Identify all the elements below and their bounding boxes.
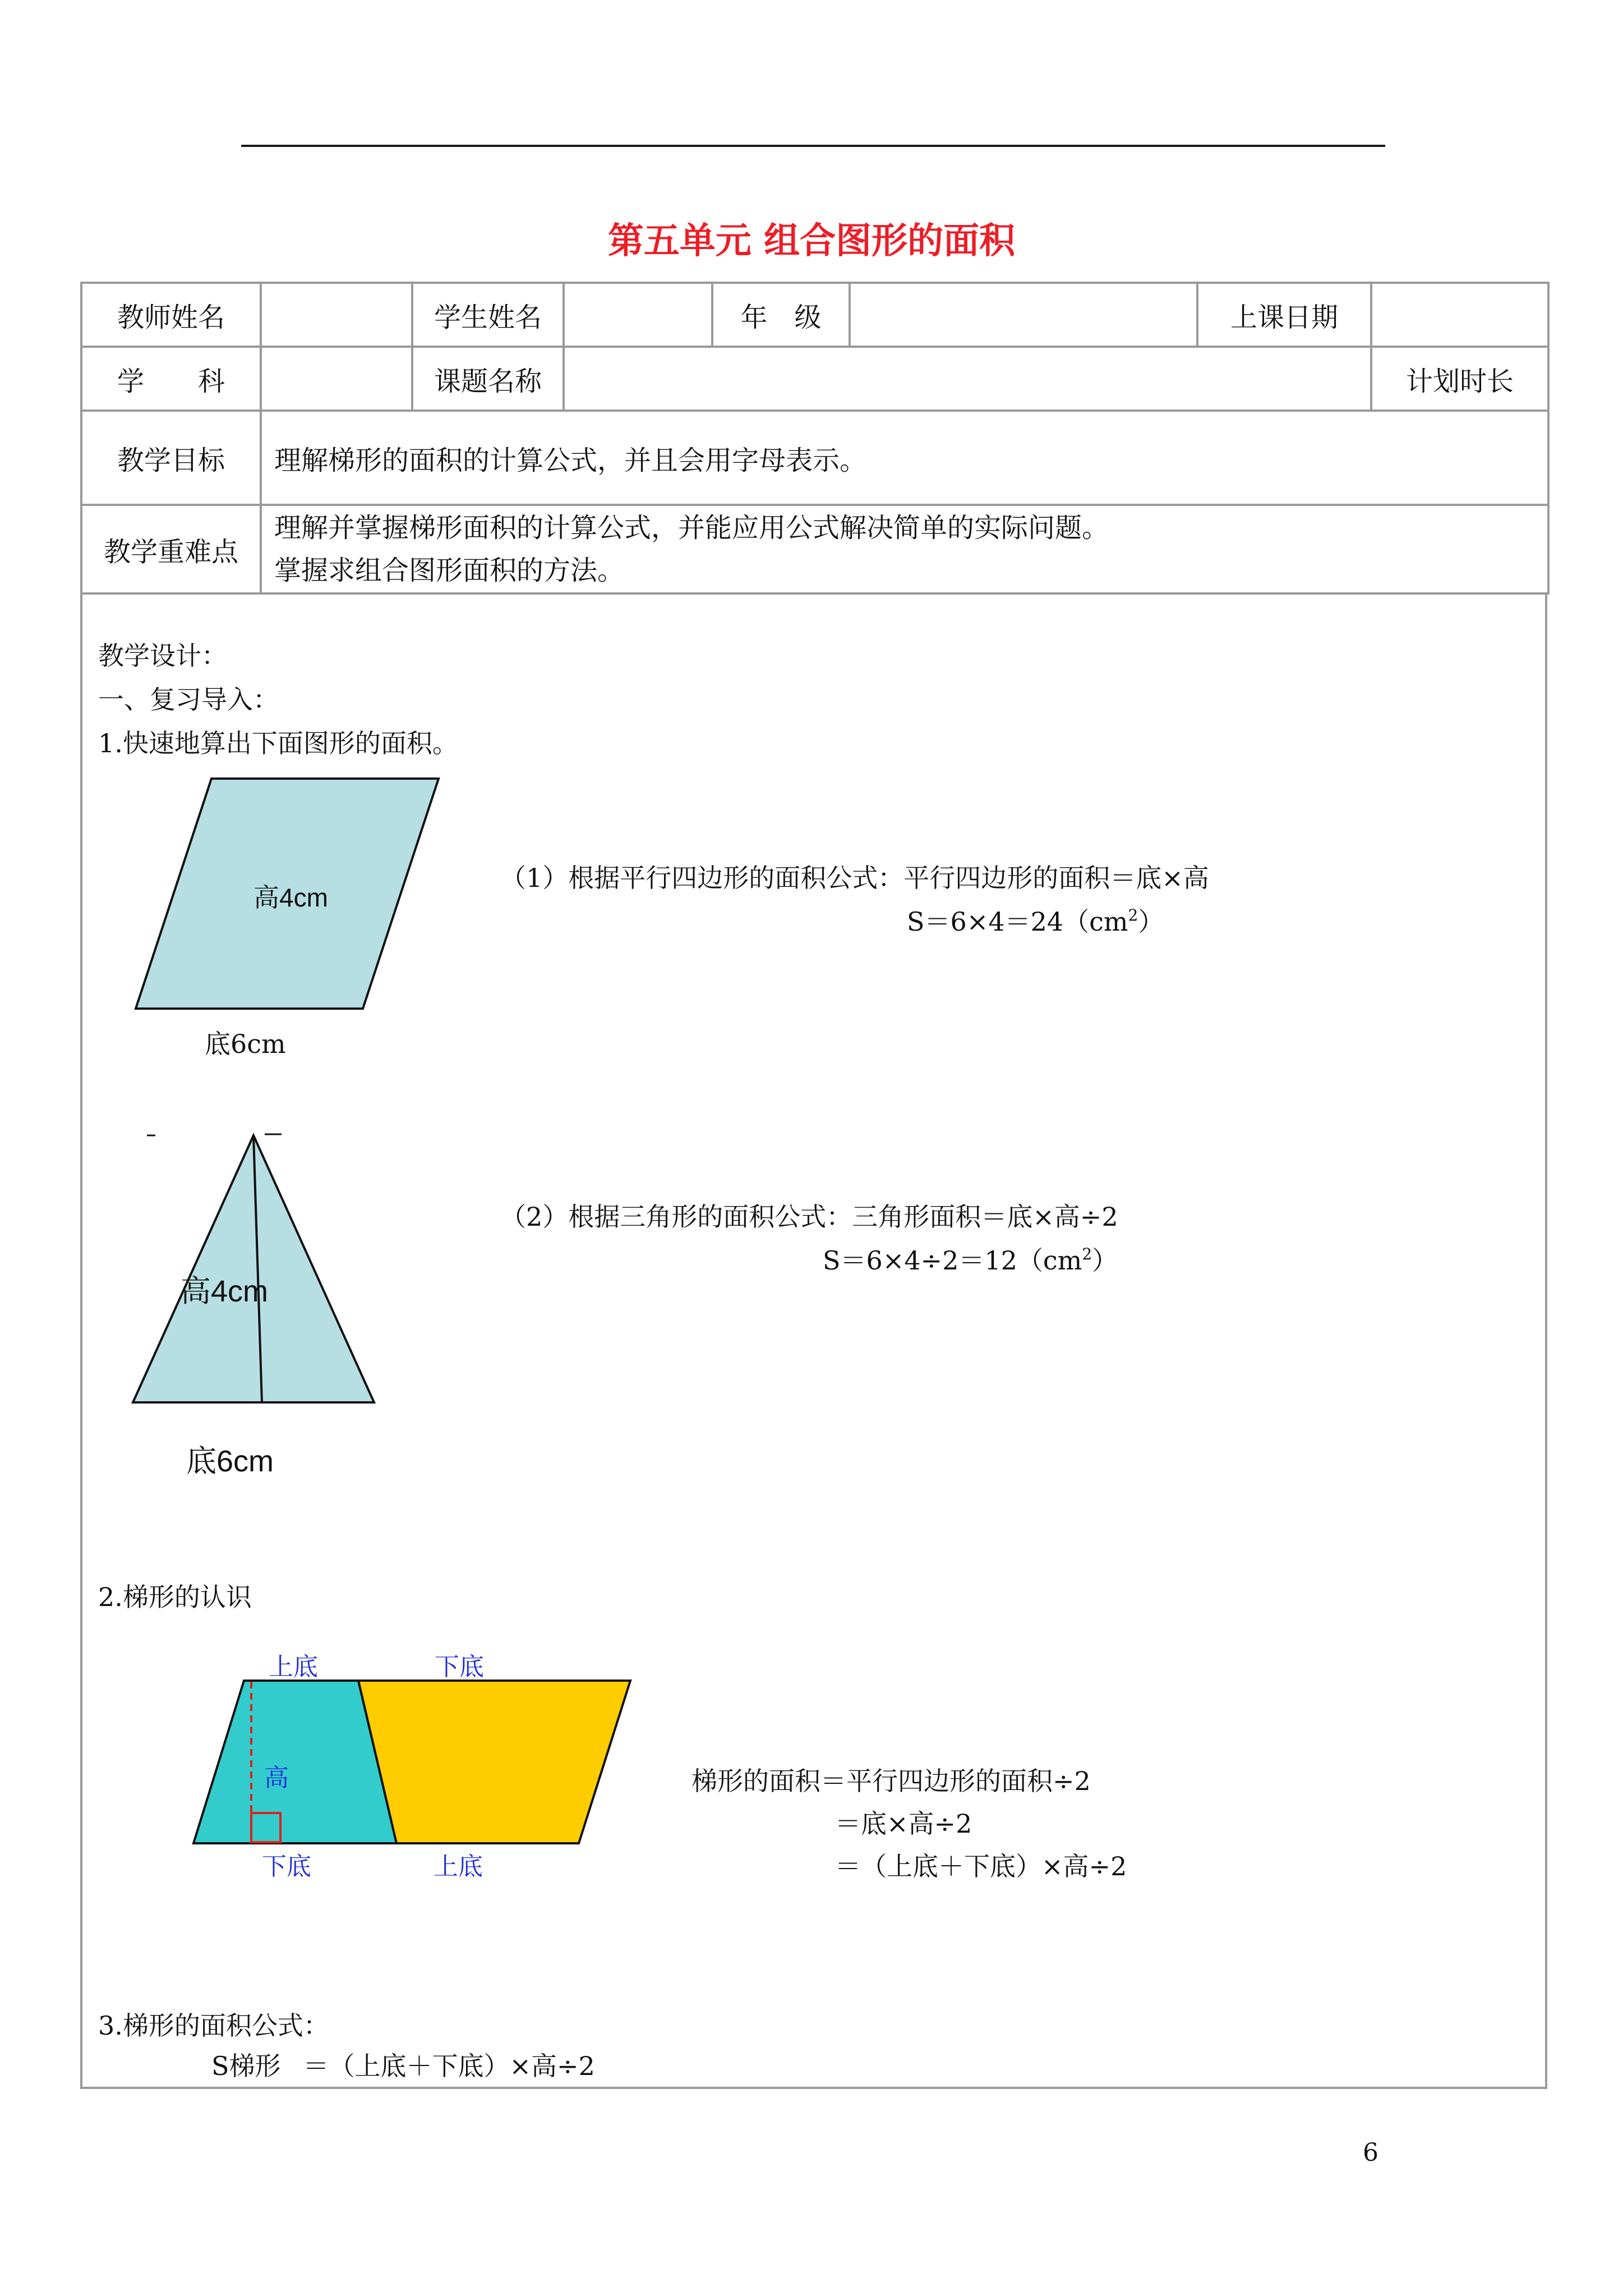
subject-label: 学 科 xyxy=(81,347,261,411)
trapezoid-yellow-shape xyxy=(358,1681,630,1843)
parallelogram-formula-close: ） xyxy=(1138,907,1164,937)
parallelogram-formula-line-1: （1）根据平行四边形的面积公式：平行四边形的面积＝底×高 xyxy=(500,863,1209,893)
teaching-design-section xyxy=(80,592,1547,2089)
teaching-goals-label: 教学目标 xyxy=(81,411,261,505)
page-number: 6 xyxy=(1363,2138,1378,2167)
triangle-formula-sup: 2 xyxy=(1082,1245,1092,1263)
grade-value[interactable] xyxy=(850,283,1197,347)
parallelogram-formula-line-2 xyxy=(907,908,1164,935)
trapezoid-height-label: 高 xyxy=(264,1764,289,1792)
page-title: 第五单元 组合图形的面积 xyxy=(607,220,1016,262)
triangle-height-label: 高4cm xyxy=(181,1274,269,1308)
triangle-figure xyxy=(108,1131,371,1423)
trapezoid-top-right-label: 下底 xyxy=(435,1653,484,1681)
lesson-info-table xyxy=(80,282,1550,595)
design-heading: 教学设计： xyxy=(98,641,227,671)
parallelogram-height-label: 高4cm xyxy=(253,883,328,912)
student-name-label: 学生姓名 xyxy=(412,283,564,347)
triangle-formula-expr: S＝6×4÷2＝12（cm xyxy=(823,1245,1082,1276)
teaching-goals-text: 理解梯形的面积的计算公式，并且会用字母表示。 xyxy=(261,411,1548,505)
trapezoid-bottom-right-label: 上底 xyxy=(434,1852,483,1881)
triangle-shape xyxy=(133,1135,374,1402)
class-date-label: 上课日期 xyxy=(1197,283,1371,347)
trapezoid-formula-expression: ＝（上底＋下底）×高÷2 xyxy=(303,2051,595,2081)
triangle-formula-line-1: （2）根据三角形的面积公式：三角形面积＝底×高÷2 xyxy=(500,1202,1118,1232)
topic-label: 课题名称 xyxy=(412,347,564,411)
trapezoid-formula-label: S梯形 xyxy=(211,2051,281,2081)
trapezoid-derivation-line-2: ＝底×高÷2 xyxy=(835,1809,972,1839)
triangle-formula-close: ） xyxy=(1092,1245,1118,1276)
item-3-heading: 3.梯形的面积公式： xyxy=(98,2010,329,2041)
item-1-instruction: 1.快速地算出下面图形的面积。 xyxy=(98,728,458,758)
key-difficulties-line-1: 理解并掌握梯形面积的计算公式，并能应用公式解决简单的实际问题。 xyxy=(274,512,1109,544)
student-name-value[interactable] xyxy=(564,283,712,347)
section-review-intro: 一、复习导入： xyxy=(98,684,279,715)
class-date-value[interactable] xyxy=(1371,283,1548,347)
triangle-formula-line-2 xyxy=(823,1245,1118,1276)
parallelogram-base-label: 底6cm xyxy=(205,1029,286,1059)
trapezoid-top-left-label: 上底 xyxy=(269,1653,318,1681)
key-difficulties-label: 教学重难点 xyxy=(81,505,261,593)
parallelogram-figure xyxy=(136,777,450,1024)
topic-value[interactable] xyxy=(564,347,1371,411)
key-difficulties-line-2: 掌握求组合图形面积的方法。 xyxy=(274,555,625,586)
header-rule xyxy=(241,145,1385,147)
teacher-name-value[interactable] xyxy=(261,283,412,347)
item-2-heading: 2.梯形的认识 xyxy=(98,1582,252,1612)
trapezoid-derivation-line-3: ＝（上底＋下底）×高÷2 xyxy=(835,1851,1127,1881)
grade-label: 年 级 xyxy=(712,283,850,347)
parallelogram-formula-sup: 2 xyxy=(1128,906,1138,924)
triangle-base-label: 底6cm xyxy=(186,1444,274,1478)
trapezoid-area-formula xyxy=(211,2053,595,2079)
parallelogram-formula-expr: S＝6×4＝24（cm xyxy=(907,907,1128,937)
trapezoid-figure xyxy=(183,1647,711,1883)
trapezoid-derivation-line-1: 梯形的面积＝平行四边形的面积÷2 xyxy=(691,1766,1091,1796)
subject-value[interactable] xyxy=(261,347,412,411)
planned-duration-label: 计划时长 xyxy=(1371,347,1548,411)
trapezoid-bottom-left-label: 下底 xyxy=(262,1852,311,1881)
key-difficulties-text xyxy=(261,505,1548,593)
teacher-name-label: 教师姓名 xyxy=(81,283,261,347)
